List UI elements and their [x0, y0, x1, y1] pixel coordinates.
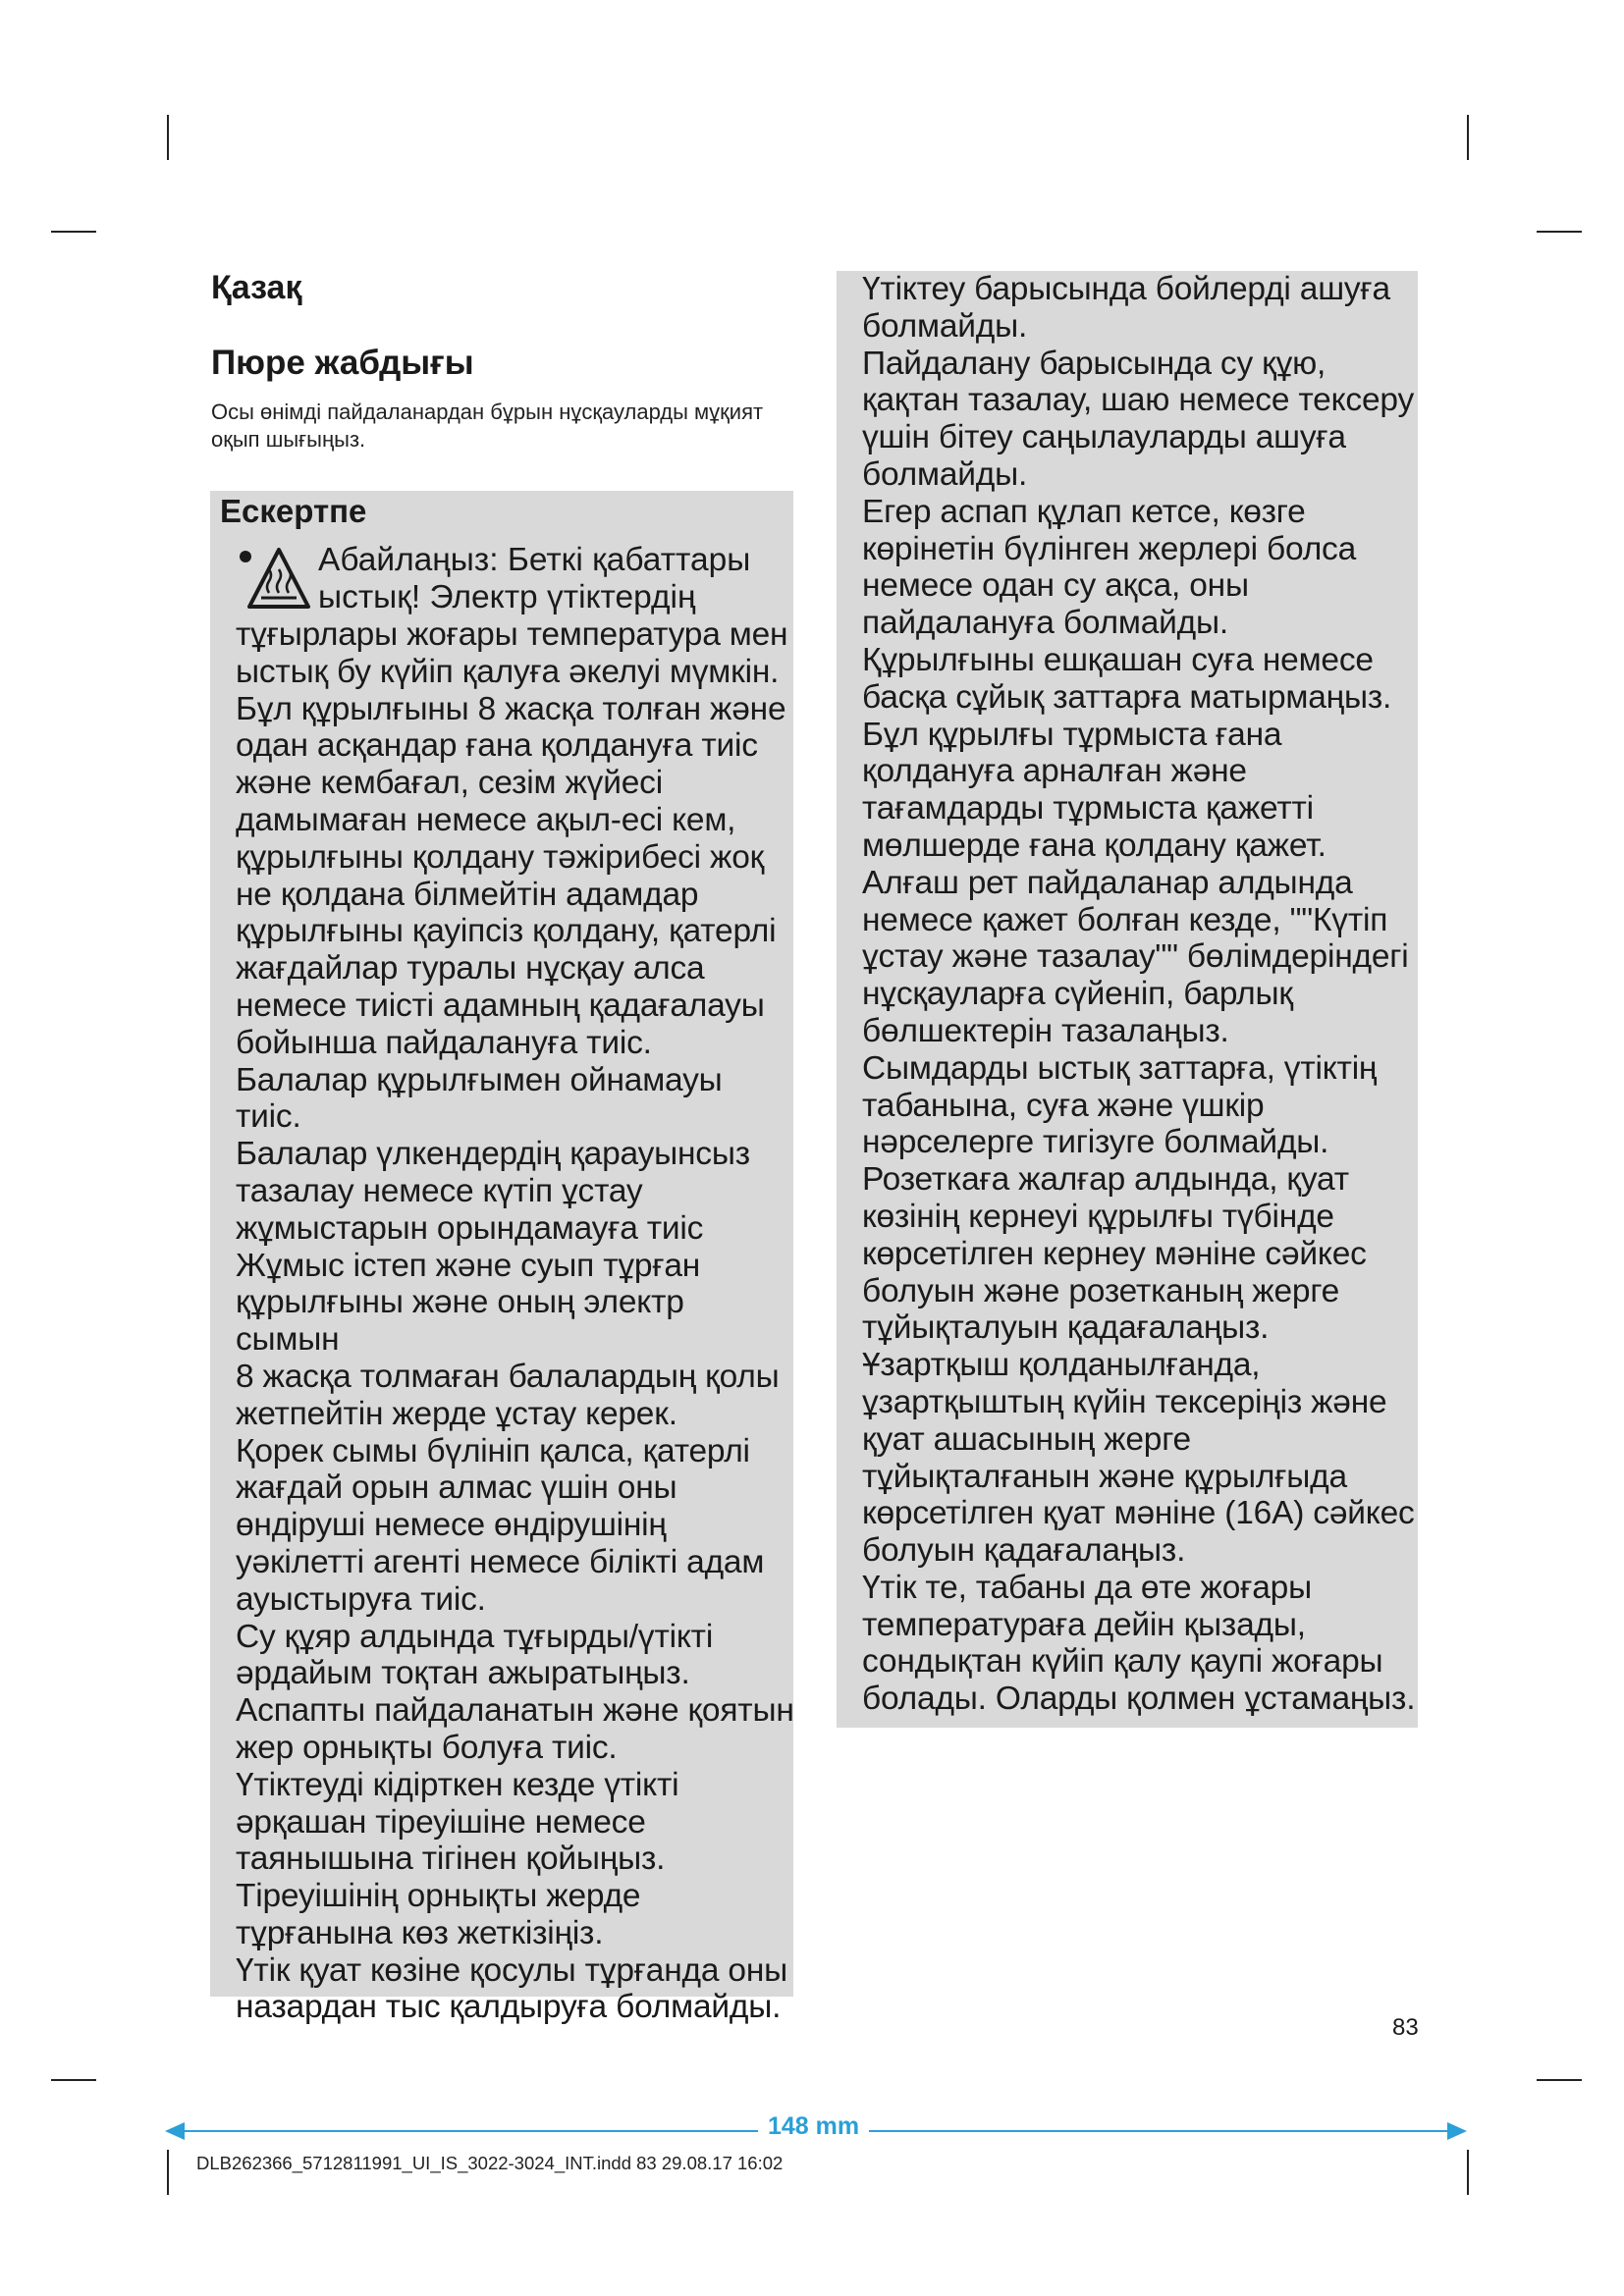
right-line: тағамдарды тұрмыста қажетті — [862, 790, 1314, 828]
page-number: 83 — [1392, 2014, 1419, 2041]
left-line: әрқашан тіреуішіне немесе — [236, 1803, 646, 1841]
left-line: Бұл құрылғыны 8 жасқа толған және — [236, 690, 786, 727]
warning-panel-right — [837, 271, 1418, 1728]
crop-mark-bottom-left — [167, 2150, 169, 2195]
right-line: Үтік те, табаны да өте жоғары — [862, 1569, 1312, 1606]
crop-mark-top-right — [1467, 115, 1469, 160]
left-line: жағдайлар туралы нұсқау алса — [236, 950, 705, 988]
arrow-left-icon — [165, 2122, 185, 2140]
left-line: ыстық бу күйіп қалуға әкелуі мүмкін. — [236, 653, 780, 690]
left-line: 8 жасқа толмаған балалардың қолы — [236, 1358, 780, 1395]
right-line: температураға дейін қызады, — [862, 1606, 1306, 1643]
right-line: болуын және розетканың жерге — [862, 1272, 1340, 1309]
crop-mark-right-upper — [1537, 231, 1582, 233]
left-line: Балалар құрылғымен ойнамауы тиіс. — [236, 1061, 723, 1136]
right-line: үшін бітеу саңылауларды ашуға — [862, 419, 1346, 456]
left-line: жағдай орын алмас үшін оны — [236, 1469, 677, 1507]
left-line: тұрғанына көз жеткізіңіз. — [236, 1914, 604, 1951]
right-line: немесе қажет болған кезде, ""Күтіп — [862, 901, 1388, 938]
right-line: Ұзартқыш қолданылғанда, — [862, 1347, 1261, 1384]
left-line: өндіруші немесе өндірушінің — [236, 1507, 667, 1544]
print-footer: DLB262366_5712811991_UI_IS_3022-3024_INT.indd 83 29.08.17 16:02 — [196, 2153, 784, 2173]
intro-text: Осы өнімді пайдаланардан бұрын нұсқауларды мұқият оқып шығыңыз. — [211, 400, 764, 452]
left-line: құрылғыны қолдану тәжірибесі жоқ — [236, 838, 765, 876]
right-line: пайдалануға болмайды. — [862, 605, 1228, 642]
arrow-right-icon — [1447, 2122, 1467, 2140]
language-heading: Қазақ — [211, 269, 302, 306]
left-line: одан асқандар ғана қолдануға тиіс — [236, 727, 758, 765]
left-line: және кембағал, сезім жүйесі — [236, 765, 663, 802]
left-line: уәкілетті агенті немесе білікті адам — [236, 1543, 765, 1580]
crop-mark-left-upper — [51, 231, 96, 233]
left-line: Су құяр алдында тұғырды/үтікті — [236, 1618, 714, 1655]
left-line: таянышына тігінен қойыңыз. — [236, 1841, 666, 1878]
right-line: болады. Оларды қолмен ұстамаңыз. — [862, 1681, 1416, 1718]
right-line: көрінетін бүлінген жерлері болса — [862, 530, 1357, 567]
warning-text-left — [236, 616, 795, 2026]
left-line: әрдайым тоқтан ажыратыңыз. — [236, 1655, 690, 1692]
left-line: немесе тиісті адамның қадағалауы — [236, 987, 765, 1024]
right-line: тұйықталуын қадағалаңыз. — [862, 1309, 1270, 1347]
product-title: Пюре жабдығы — [211, 344, 474, 382]
crop-mark-bottom-right — [1467, 2150, 1469, 2195]
right-line: ұзартқыштың күйін тексеріңіз және — [862, 1383, 1387, 1420]
right-line: басқа сұйық заттарға матырмаңыз. — [862, 678, 1392, 716]
left-line: бойынша пайдалануға тиіс. — [236, 1024, 652, 1061]
right-line: қуат ашасының жерге — [862, 1420, 1191, 1458]
right-line: қақтан тазалау, шаю немесе тексеру — [862, 382, 1415, 419]
right-line: сондықтан күйіп қалу қаупі жоғары — [862, 1643, 1383, 1681]
right-line: нәрселерге тигізуге болмайды. — [862, 1124, 1329, 1161]
crop-mark-left-lower — [51, 2079, 96, 2081]
dimension-label: 148 mm — [758, 2112, 869, 2141]
left-line: Жұмыс істеп және суып тұрған — [236, 1247, 701, 1284]
left-line: ауыстыруға тиіс. — [236, 1580, 486, 1618]
left-line: назардан тыс қалдыруға болмайды. — [236, 1989, 782, 2026]
right-line: табанына, суға және үшкір — [862, 1087, 1265, 1124]
right-line: көрсетілген қуат мәніне (16A) сәйкес — [862, 1495, 1415, 1532]
left-line: құрылғыны және оның электр сымын — [236, 1284, 684, 1359]
right-line: Алғаш рет пайдаланар алдында — [862, 864, 1353, 901]
hot-surface-warning-icon — [234, 544, 310, 611]
left-line: Тіреуішінің орнықты жерде — [236, 1878, 641, 1915]
right-line: бөлшектерін тазалаңыз. — [862, 1012, 1229, 1049]
left-line: жұмыстарын орындамауға тиіс — [236, 1209, 704, 1247]
left-line: Үтіктеуді кідірткен кезде үтікті — [236, 1766, 679, 1803]
right-line: болмайды. — [862, 455, 1028, 493]
right-line: Розеткаға жалғар алдында, қуат — [862, 1161, 1349, 1199]
right-line: Үтіктеу барысында бойлерді ашуға — [862, 271, 1390, 307]
warning-heading: Ескертпе — [220, 493, 367, 529]
left-line: Қорек сымы бүлініп қалса, қатерлі — [236, 1432, 750, 1469]
crop-mark-top-left — [167, 115, 169, 160]
crop-mark-right-lower — [1537, 2079, 1582, 2081]
left-line: жетпейтін жерде ұстау керек. — [236, 1395, 677, 1432]
left-line: Үтік қуат көзіне қосулы тұрғанда оны — [236, 1951, 788, 1989]
warning-text-right — [862, 271, 1418, 1718]
right-line: нұсқауларға сүйеніп, барлық — [862, 976, 1293, 1013]
right-line: Сымдарды ыстық заттарға, үтіктің — [862, 1049, 1378, 1087]
right-line: немесе одан су ақса, оны — [862, 567, 1249, 605]
warning-panel-left — [210, 491, 794, 2026]
left-line: Аспапты пайдаланатын және қоятын — [236, 1692, 794, 1730]
left-line: тазалау немесе күтіп ұстау — [236, 1172, 643, 1209]
left-line: жер орнықты болуға тиіс. — [236, 1729, 618, 1766]
warning-first-item: Абайлаңыз: Беткі қабаттары ыстық! Электр үтіктердің — [318, 542, 751, 615]
right-line: қолдануға арналған және — [862, 753, 1247, 790]
right-line: көзінің кернеуі құрылғы түбінде — [862, 1198, 1334, 1235]
right-line: болмайды. — [862, 307, 1028, 345]
left-line: Балалар үлкендердің қарауынсыз — [236, 1136, 750, 1173]
right-line: тұйықталғанын және құрылғыда — [862, 1458, 1347, 1495]
right-line: ұстау және тазалау"" бөлімдеріндегі — [862, 938, 1409, 976]
left-line: құрылғыны қауіпсіз қолдану, қатерлі — [236, 913, 777, 950]
left-line: дамымаған немесе ақыл-есі кем, — [236, 801, 736, 838]
right-line: көрсетілген кернеу мәніне сәйкес — [862, 1235, 1367, 1272]
left-line: не қолдана білмейтін адамдар — [236, 876, 699, 913]
left-line: тұғырлары жоғары температура мен — [236, 616, 788, 653]
right-line: Құрылғыны ешқашан суға немесе — [862, 641, 1374, 678]
right-line: мөлшерде ғана қолдану қажет. — [862, 827, 1326, 864]
right-line: Егер аспап құлап кетсе, көзге — [862, 493, 1306, 530]
right-line: Бұл құрылғы тұрмыста ғана — [862, 716, 1282, 753]
right-line: болуын қадағалаңыз. — [862, 1532, 1186, 1570]
right-line: Пайдалану барысында су құю, — [862, 345, 1326, 382]
